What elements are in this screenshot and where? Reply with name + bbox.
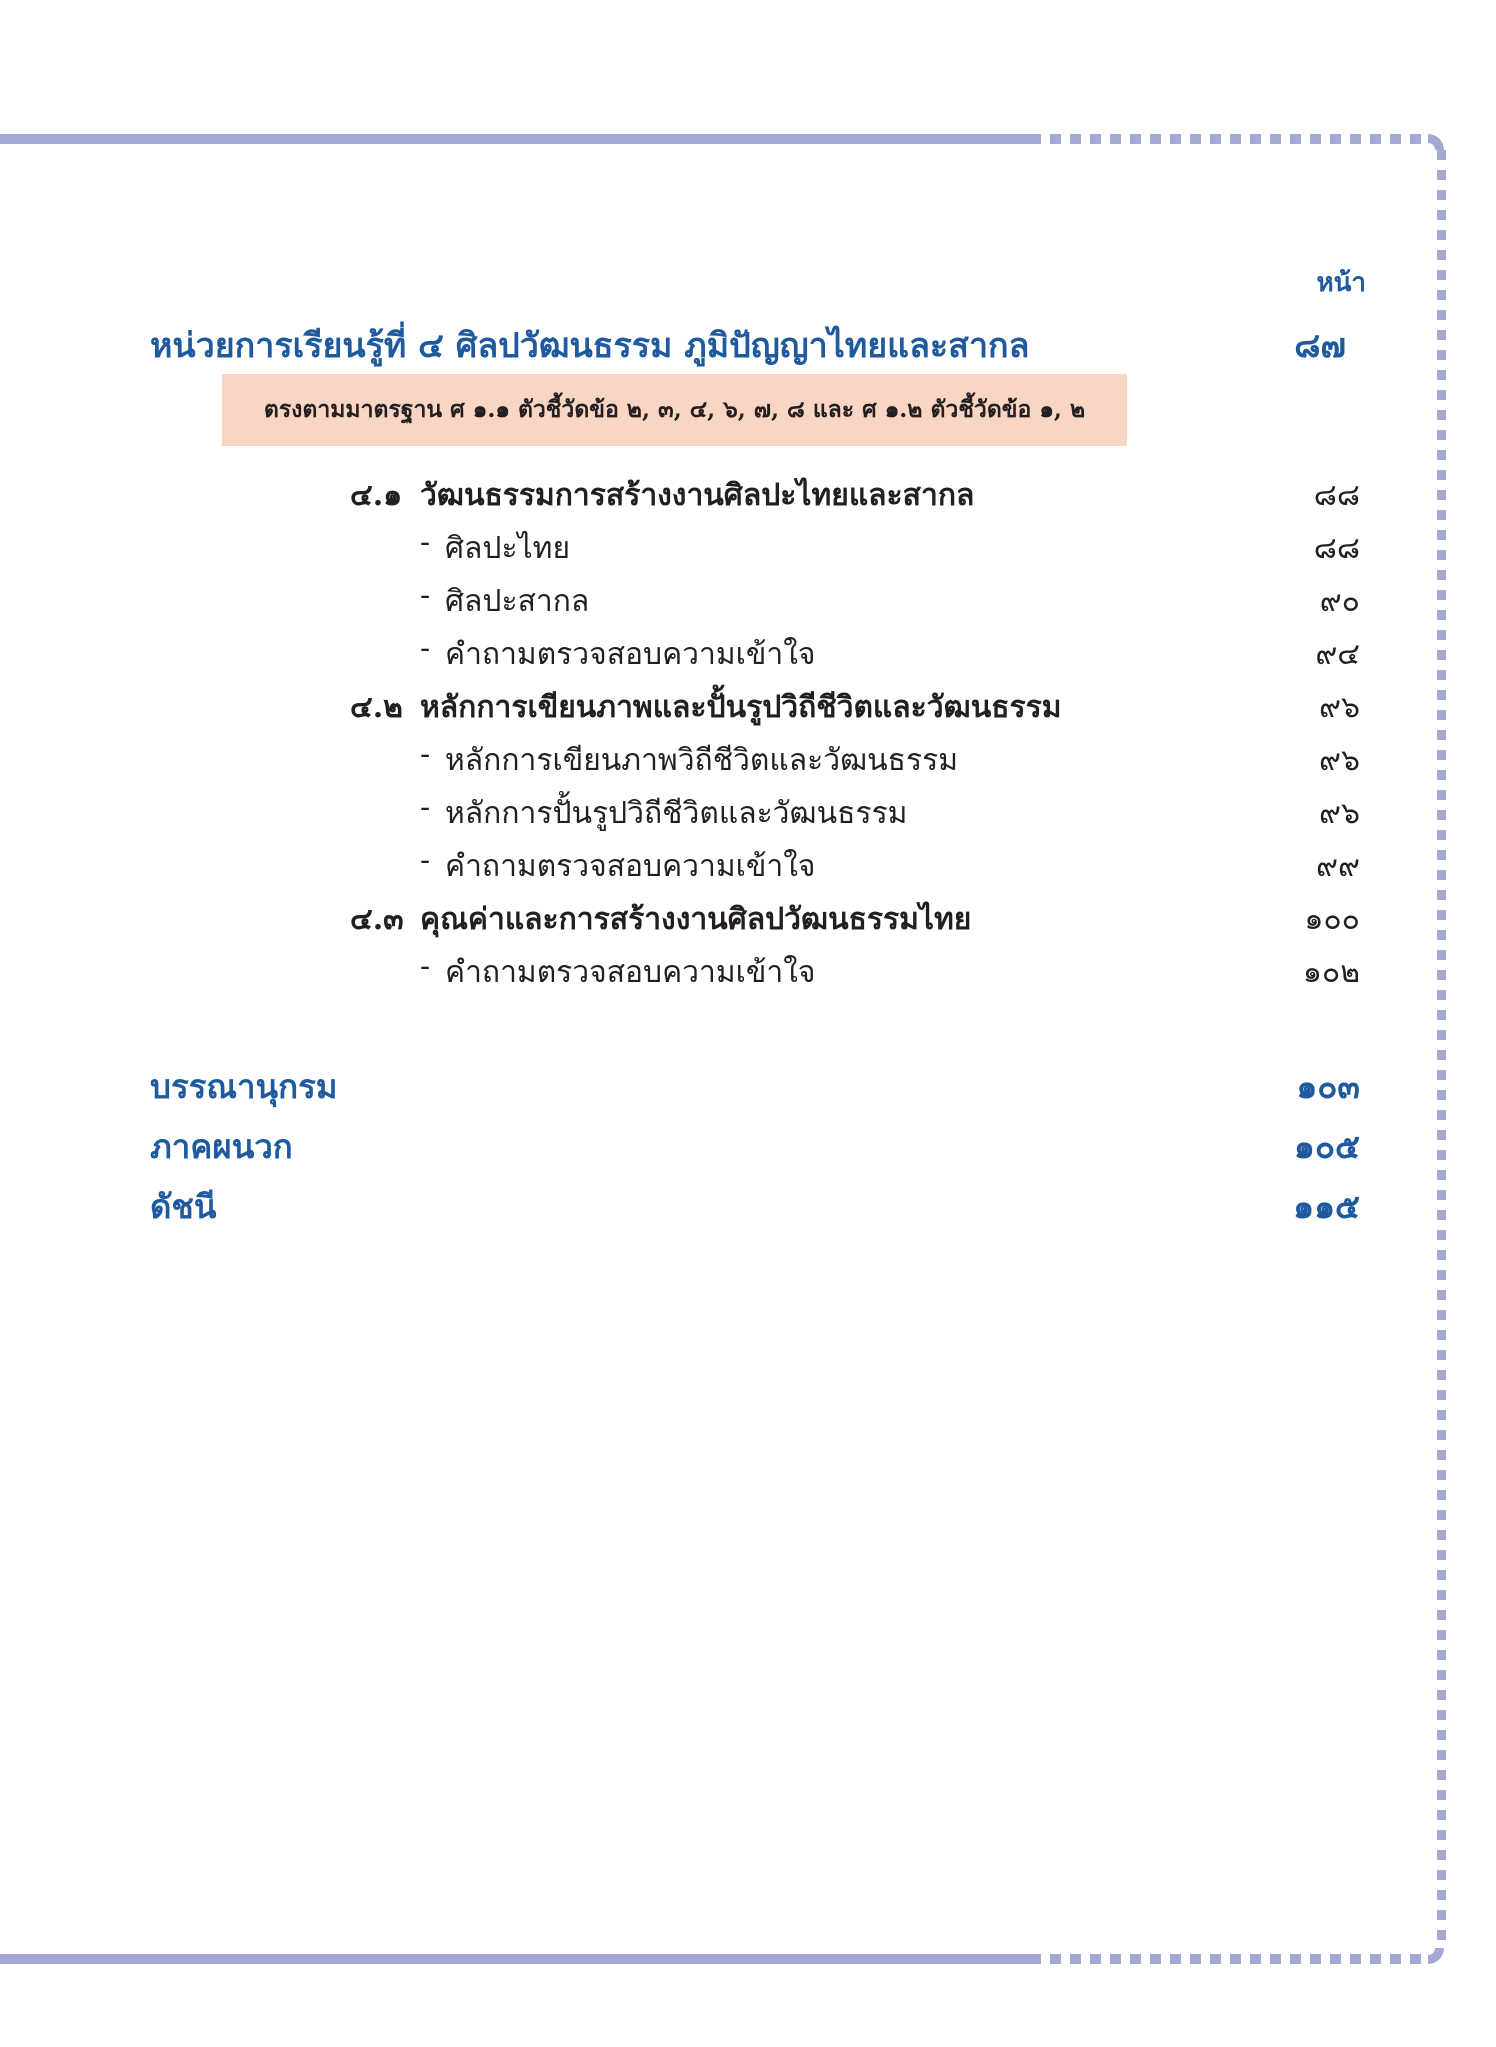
section-page: ๘๘ — [1313, 478, 1360, 513]
subitem-label: คำถามตรวจสอบความเข้าใจ — [445, 849, 816, 884]
subitem-page: ๙๖ — [1318, 743, 1360, 778]
section-label: วัฒนธรรมการสร้างงานศิลปะไทยและสากล — [420, 478, 975, 513]
toc-appendix[interactable] — [150, 1120, 1360, 1170]
subitem-label: ศิลปะสากล — [445, 584, 590, 619]
bullet-dash: - — [420, 949, 431, 984]
standards-text: ตรงตามมาตรฐาน ศ ๑.๑ ตัวชี้วัดข้อ ๒, ๓, ๔, ๖, ๗, ๘ และ ศ ๑.๒ ตัวชี้วัดข้อ ๑, ๒ — [263, 396, 1086, 423]
bullet-dash: - — [420, 843, 431, 878]
subitem-label: คำถามตรวจสอบความเข้าใจ — [445, 637, 816, 672]
back-matter-page: ๑๐๕ — [1293, 1127, 1360, 1166]
unit-page: ๘๗ — [1294, 326, 1346, 366]
bullet-dash: - — [420, 790, 431, 825]
frame-bottom-dashes — [1030, 1954, 1430, 1964]
toc-subitem[interactable] — [350, 790, 1360, 836]
page-column-header: หน้า — [1316, 268, 1366, 298]
back-matter-label: บรรณานุกรม — [150, 1067, 338, 1106]
frame-top-dashes — [1030, 134, 1430, 144]
section-label: หลักการเขียนภาพและปั้นรูปวิถีชีวิตและวัฒนธรรม — [420, 690, 1062, 725]
toc-section-4-2[interactable] — [350, 684, 1360, 730]
subitem-label: หลักการเขียนภาพวิถีชีวิตและวัฒนธรรม — [445, 743, 958, 778]
subitem-label: หลักการปั้นรูปวิถีชีวิตและวัฒนธรรม — [445, 796, 908, 831]
subitem-page: ๙๖ — [1318, 796, 1360, 831]
unit-title: หน่วยการเรียนรู้ที่ ๔ ศิลปวัฒนธรรม ภูมิปัญญาไทยและสากล — [150, 326, 1030, 366]
bullet-dash: - — [420, 525, 431, 560]
subitem-page: ๙๐ — [1319, 584, 1360, 619]
frame-bottom-bar — [0, 1954, 1030, 1964]
subitem-page: ๑๐๒ — [1302, 955, 1360, 990]
toc-subitem[interactable] — [350, 843, 1360, 889]
bullet-dash: - — [420, 631, 431, 666]
toc-subitem[interactable] — [350, 737, 1360, 783]
back-matter-page: ๑๑๕ — [1293, 1187, 1360, 1226]
section-label: คุณค่าและการสร้างงานศิลปวัฒนธรรมไทย — [420, 902, 972, 937]
toc-subitem[interactable] — [350, 949, 1360, 995]
bullet-dash: - — [420, 737, 431, 772]
unit-heading[interactable] — [150, 318, 1350, 366]
frame-corner-top-right — [1428, 134, 1444, 150]
section-page: ๙๖ — [1318, 690, 1360, 725]
bullet-dash: - — [420, 578, 431, 613]
subitem-page: ๙๙ — [1316, 849, 1360, 884]
toc-section-4-1[interactable] — [350, 472, 1360, 518]
toc-subitem[interactable] — [350, 578, 1360, 624]
toc-section-4-3[interactable] — [350, 896, 1360, 942]
toc-subitem[interactable] — [350, 631, 1360, 677]
back-matter-page: ๑๐๓ — [1296, 1067, 1360, 1106]
frame-right-dashes — [1437, 150, 1446, 1950]
toc-index[interactable] — [150, 1180, 1360, 1230]
section-number: ๔.๑ — [350, 478, 403, 513]
subitem-page: ๘๘ — [1313, 531, 1360, 566]
frame-top-bar — [0, 134, 1030, 144]
subitem-label: คำถามตรวจสอบความเข้าใจ — [445, 955, 816, 990]
subitem-label: ศิลปะไทย — [445, 531, 571, 566]
section-page: ๑๐๐ — [1304, 902, 1360, 937]
toc-bibliography[interactable] — [150, 1060, 1360, 1110]
frame-corner-bottom-right — [1428, 1948, 1444, 1964]
section-number: ๔.๓ — [350, 902, 404, 937]
subitem-page: ๙๔ — [1315, 637, 1360, 672]
back-matter-label: ดัชนี — [150, 1187, 217, 1226]
section-number: ๔.๒ — [350, 690, 403, 725]
back-matter-label: ภาคผนวก — [150, 1127, 293, 1166]
toc-subitem[interactable] — [350, 525, 1360, 571]
standards-box — [222, 374, 1127, 446]
